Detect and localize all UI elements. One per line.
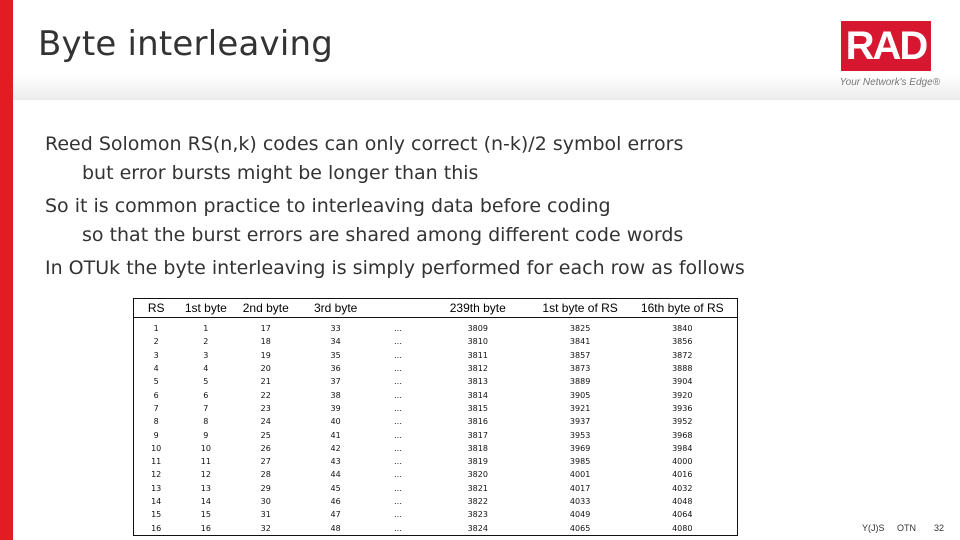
table-cell: 37 [330,377,341,387]
bullet-item: Reed Solomon RS(n,k) codes can only correct (n-k)/2 symbol errors [45,133,684,155]
sub-bullet-item: but error bursts might be longer than this [82,162,479,184]
table-cell: … [393,403,402,413]
table-cell: 2 [203,337,209,347]
table-cell: 4 [203,364,209,374]
table-cell: 3 [203,350,209,360]
table-cell: 19 [260,350,271,360]
table-cell: 4016 [672,470,693,480]
table-cell: 7 [153,403,159,413]
table-cell: … [393,483,402,493]
table-cell: 6 [153,390,159,400]
table-cell: 4048 [672,497,693,506]
table-cell: 3818 [467,443,488,453]
table-cell: 23 [260,403,271,413]
table-cell: 3889 [569,377,591,387]
table-cell: 3825 [569,324,591,334]
table-cell: 5 [203,377,209,387]
table-cell: 13 [151,483,162,493]
table-cell: 3809 [467,324,488,334]
table-cell: 47 [330,510,341,520]
table-row [134,442,738,455]
table-cell: 15 [151,510,162,520]
table-row [134,415,738,428]
table-cell: 11 [151,457,162,467]
table-cell: 34 [330,337,341,347]
slide-title: Byte interleaving [38,24,334,64]
table-cell: 9 [153,430,159,440]
table-row [134,349,738,362]
table-cell: 14 [200,497,211,506]
table-cell: 10 [151,443,162,453]
table-cell: 3921 [569,403,591,413]
table-cell: 7 [203,403,209,413]
table-cell: 21 [260,377,271,387]
table-row [134,521,738,535]
table-cell: … [393,417,402,427]
column-header: 3rd byte [298,299,373,318]
table-cell: 3813 [467,377,488,387]
table-cell: 4065 [569,523,591,533]
rad-logo: RAD [841,21,931,71]
table-cell: 9 [203,430,209,440]
table-cell: 3873 [569,364,591,374]
table-cell: … [393,350,402,360]
table-cell: 8 [203,417,209,427]
column-header: 239th byte [423,299,533,318]
table-cell: 26 [260,443,271,453]
table-cell: 17 [260,324,271,334]
column-header: 16th byte of RS [628,299,738,318]
table-cell: 22 [260,390,271,400]
footer-page-number: 32 [934,523,945,533]
bullet-item: In OTUk the byte interleaving is simply performed for each row as follows [45,257,745,279]
table-cell: 38 [330,390,341,400]
table-row [134,362,738,375]
table-cell: 41 [330,430,341,440]
table-cell: 3984 [672,443,693,453]
table-cell: 25 [260,430,271,440]
table-cell: 4049 [569,510,591,520]
table-row [134,388,738,401]
table-cell: … [393,523,402,533]
table-cell: 3888 [672,364,693,374]
table-cell: 4000 [672,457,693,467]
table-cell: 16 [200,523,211,533]
table-cell: 46 [330,497,341,506]
table-cell: 13 [200,483,211,493]
table-cell: 11 [200,457,211,467]
table-cell: 3904 [672,377,693,387]
table-cell: 3968 [672,430,693,440]
table-cell: 36 [330,364,341,374]
table-cell: 15 [200,510,211,520]
table-cell: 3936 [672,403,693,413]
table-cell: 4032 [672,483,693,493]
table-cell: … [393,324,402,334]
table-cell: 3 [153,350,159,360]
table-cell: 3820 [467,470,488,480]
table-cell: 4 [153,364,159,374]
table-cell: 3952 [672,417,693,427]
table-cell: … [393,510,402,520]
table-cell: 3816 [467,417,488,427]
footer-author: Y(J)S [862,523,885,533]
table-cell: … [393,337,402,347]
table-row [134,402,738,415]
column-header [373,299,423,318]
interleave-table [133,298,738,536]
table-cell: 42 [330,443,341,453]
table-cell: 12 [151,470,162,480]
table-body [134,318,738,536]
table-cell: 3821 [467,483,488,493]
table-cell: … [393,377,402,387]
table-cell: 6 [203,390,209,400]
table-cell: 4033 [569,497,591,506]
table-cell: 3812 [467,364,488,374]
table-cell: 3817 [467,430,488,440]
table-cell: 3840 [672,324,693,334]
table-cell: 3819 [467,457,488,467]
table-cell: 3953 [569,430,591,440]
column-header: 2nd byte [233,299,298,318]
table-cell: 3985 [569,457,591,467]
table-cell: 2 [153,337,159,347]
table-row [134,455,738,468]
table-cell: 24 [260,417,271,427]
table-cell: 28 [260,470,271,480]
table-cell: 44 [330,470,341,480]
table-cell: 4064 [672,510,693,520]
table-cell: 32 [260,523,271,533]
table-cell: 31 [260,510,271,520]
table-cell: 30 [260,497,271,506]
table-cell: 8 [153,417,159,427]
table-header-row [134,299,738,318]
table-cell: 3857 [569,350,591,360]
table-cell: 1 [203,324,209,334]
table-cell: 3872 [672,350,693,360]
table-row [134,495,738,508]
table-cell: 48 [330,523,341,533]
table-cell: 4001 [569,470,591,480]
column-header: 1st byte [178,299,233,318]
table-cell: 3823 [467,510,488,520]
table-cell: … [393,430,402,440]
table-cell: 3841 [569,337,591,347]
table-row [134,375,738,388]
table-cell: 3920 [672,390,693,400]
column-header: RS [134,299,179,318]
table-cell: 27 [260,457,271,467]
table-row [134,468,738,481]
table-cell: 3815 [467,403,488,413]
table-row [134,508,738,521]
table-cell: … [393,457,402,467]
bullet-item: So it is common practice to interleaving data before coding [45,195,611,217]
table-cell: … [393,443,402,453]
table-cell: 4080 [672,523,693,533]
table-cell: … [393,497,402,506]
column-header: 1st byte of RS [533,299,628,318]
table-cell: 3822 [467,497,488,506]
table-cell: 29 [260,483,271,493]
table-cell: 18 [260,337,271,347]
table-cell: … [393,390,402,400]
table-cell: 35 [330,350,341,360]
table-cell: 10 [200,443,211,453]
table-cell: 33 [330,324,341,334]
table-cell: 1 [153,324,159,334]
table-cell: … [393,470,402,480]
table-row [134,335,738,348]
bullet-list [45,130,905,283]
table-cell: 12 [200,470,211,480]
table-cell: 5 [153,377,159,387]
table-row [134,428,738,441]
table-cell: 3905 [569,390,591,400]
table-cell: 14 [151,497,162,506]
table-cell: 3810 [467,337,488,347]
table-cell: 4017 [569,483,591,493]
table-cell: 3856 [672,337,693,347]
table-cell: 3814 [467,390,488,400]
accent-bar [0,0,13,540]
logo-tagline: Your Network's Edge® [839,77,940,88]
table-cell: 3811 [467,350,488,360]
footer-section: OTN [897,523,916,533]
table-cell: 45 [330,483,341,493]
table-row [134,482,738,495]
table-cell: 3937 [569,417,591,427]
table-row [134,318,738,336]
sub-bullet-item: so that the burst errors are shared among different code words [82,224,684,246]
table-cell: 43 [330,457,341,467]
table-cell: 16 [151,523,162,533]
table-cell: 40 [330,417,341,427]
table-cell: … [393,364,402,374]
table-cell: 3824 [467,523,488,533]
table-cell: 3969 [569,443,591,453]
table-cell: 39 [330,403,341,413]
table-cell: 20 [260,364,271,374]
